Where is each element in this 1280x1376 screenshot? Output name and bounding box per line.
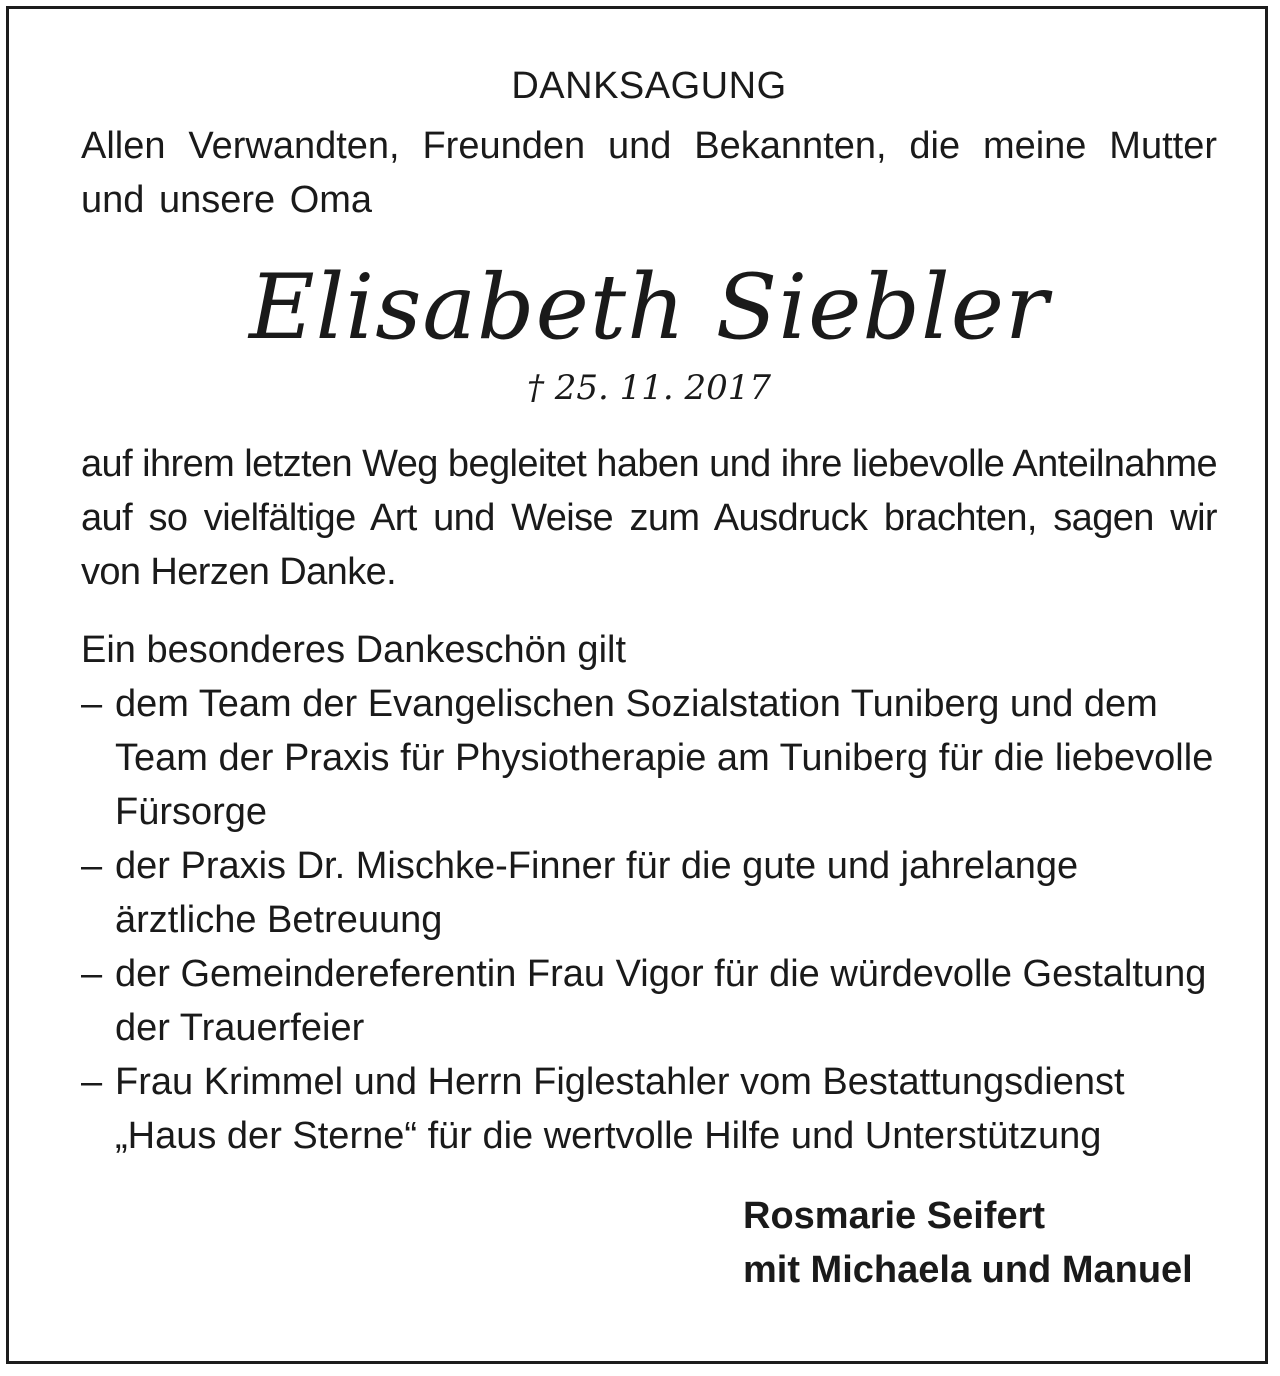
thanks-body: auf ihrem letzten Weg begleitet haben und ihre liebevolle Anteilnahme auf so vielfältige Art und Weise zum Ausdruck brachten, sagen wir von Herzen Danke. (81, 443, 1217, 593)
list-item-text: der Gemeindereferentin Frau Vigor für die würdevolle Gestaltung der Trauerfeier (115, 953, 1207, 1049)
notice-heading: DANKSAGUNG (511, 65, 787, 107)
list-dash: – (81, 1061, 103, 1103)
special-thanks-list (81, 677, 1217, 1163)
death-date: † 25. 11. 2017 (526, 368, 772, 408)
list-item (81, 947, 1217, 1055)
list-item (81, 677, 1217, 839)
intro-text: Allen Verwandten, Freunden und Bekannten, die meine Mutter und unsere Oma (81, 125, 1217, 221)
list-item (81, 1055, 1217, 1163)
signature-line-2: mit Michaela und Manuel (743, 1249, 1193, 1291)
list-item-text: Frau Krimmel und Herrn Figlestahler vom Bestattungsdienst „Haus der Sterne“ für die wertvolle Hilfe und Unterstützung (115, 1061, 1125, 1157)
list-item-text: dem Team der Evangelischen Sozialstation Tuniberg und dem Team der Praxis für Physiotherapie am Tuniberg für die liebevolle Fürsorge (115, 683, 1214, 833)
signature-line-1: Rosmarie Seifert (743, 1195, 1046, 1237)
list-dash: – (81, 845, 103, 887)
list-item (81, 839, 1217, 947)
notice-content (81, 59, 1217, 1297)
notice-frame (6, 6, 1268, 1364)
signature (743, 1189, 1217, 1297)
list-dash: – (81, 683, 103, 725)
list-item-text: der Praxis Dr. Mischke-Finner für die gute und jahrelange ärztliche Betreuung (115, 845, 1079, 941)
list-dash: – (81, 953, 103, 995)
special-thanks-intro: Ein besonderes Dankeschön gilt (81, 629, 627, 671)
deceased-name: Elisabeth Siebler (248, 255, 1050, 360)
